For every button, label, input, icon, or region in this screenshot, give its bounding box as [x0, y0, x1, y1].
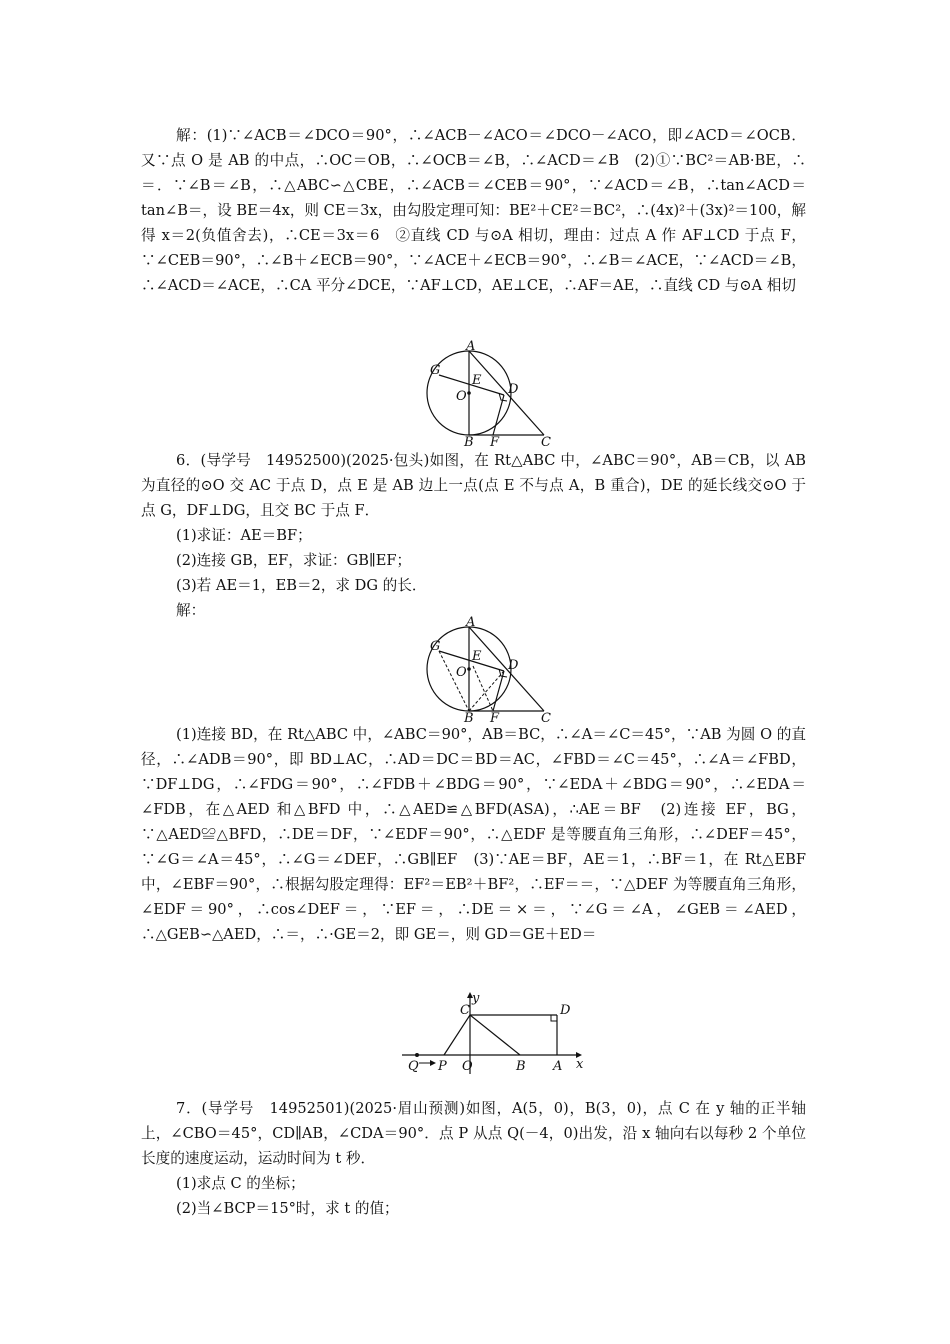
solution-6-text: (1)连接 BD，在 Rt△ABC 中，∠ABC＝90°，AB＝BC，∴∠A＝∠C＝45°，∵AB 为圆 O 的直径，∴∠ADB＝90°，即 BD⊥AC，∴AD＝DC＝BD＝AC，∠FBD＝∠C＝45°，∴∠A＝∠FBD，∵DF⊥DG，∴∠FDG＝90°，∴∠FDB＋∠BDG＝90°，∵∠EDA＋∠BDG＝90°，∴∠EDA＝∠FDB，在△AED 和△BFD 中，∴△AED≌△BFD(ASA)，∴AE＝BF (2)连接 EF，BG，∵△AED≌△BFD，∴DE＝DF，∵∠EDF＝90°，∴△EDF 是等腰直角三角形，∴∠DEF＝45°，∵∠G＝∠A＝45°，∴∠G＝∠DEF，∴GB∥EF (3)∵AE＝BF，AE＝1，∴BF＝1，在 Rt△EBF 中，∠EBF＝90°，∴根据勾股定理得：EF²＝EB²＋BF²，∴EF＝＝，∵△DEF 为等腰直角三角形，∠EDF＝90°，∴cos∠DEF＝，∵EF＝，∴DE＝×＝，∵∠G＝∠A，∠GEB＝∠AED，∴△GEB∽△AED，∴＝，∴·GE＝2，即 GE＝，则 GD＝GE＋ED＝: [141, 726, 806, 943]
label-F: F: [490, 435, 500, 446]
label-G: G: [430, 639, 441, 654]
label-C: C: [460, 1003, 470, 1018]
problem-7-stem: 7．(导学号 14952501)(2025·眉山预测)如图，A(5，0)，B(3，0)，点 C 在 y 轴的正半轴上，∠CBO＝45°，CD∥AB，∠CDA＝90°．点 P 从点 Q(－4，0)出发，沿 x 轴向右以每秒 2 个单位长度的速度运动，运动时间为 t 秒．: [141, 1100, 806, 1167]
label-B: B: [464, 435, 474, 446]
label-A: A: [466, 616, 476, 630]
label-O: O: [462, 1059, 473, 1074]
label-C: C: [541, 711, 551, 722]
label-O: O: [456, 389, 467, 404]
problem-6-q2: (2)连接 GB，EF，求证：GB∥EF；: [176, 552, 412, 569]
label-B: B: [464, 711, 474, 722]
label-P: P: [438, 1059, 447, 1074]
problem-6-stem: 6．(导学号 14952500)(2025·包头)如图，在 Rt△ABC 中，∠ABC＝90°，AB＝CB，以 AB 为直径的⊙O 交 AC 于点 D，点 E 是 AB 边上一点(点 E 不与点 A，B 重合)，DE 的延长线交⊙O 于点 G，DF⊥DG，且交 BC 于点 F．: [141, 452, 806, 519]
label-G: G: [430, 363, 441, 378]
problem-7-q2: (2)当∠BCP＝15°时，求 t 的值；: [176, 1200, 399, 1217]
label-D: D: [560, 1003, 571, 1018]
label-C: C: [541, 435, 551, 446]
label-B: B: [516, 1059, 526, 1074]
label-y: y: [472, 991, 480, 1006]
label-E: E: [472, 373, 482, 388]
solution-5-text: 解：(1)∵∠ACB＝∠DCO＝90°，∴∠ACB－∠ACO＝∠DCO－∠ACO，即∠ACD＝∠OCB．又∵点 O 是 AB 的中点，∴OC＝OB，∴∠OCB＝∠B，∴∠ACD＝∠B (2)①∵BC²＝AB·BE，∴＝．∵∠B＝∠B，∴△ABC∽△CBE，∴∠ACB＝∠CEB＝90°，∵∠ACD＝∠B，∴tan∠ACD＝tan∠B＝，设 BE＝4x，则 CE＝3x，由勾股定理可知：BE²＋CE²＝BC²，∴(4x)²＋(3x)²＝100，解得 x＝2(负值舍去)，∴CE＝3x＝6 ②直线 CD 与⊙A 相切，理由：过点 A 作 AF⊥CD 于点 F，∵∠CEB＝90°，∴∠B＋∠ECB＝90°，∵∠ACE＋∠ECB＝90°，∴∠B＝∠ACE，∵∠ACD＝∠B，∴∠ACD＝∠ACE，∴CA 平分∠DCE，∵AF⊥CD，AE⊥CE，∴AF＝AE，∴直线 CD 与⊙A 相切: [141, 127, 806, 294]
label-O: O: [456, 665, 467, 680]
figure-circle-2: [426, 616, 556, 722]
label-A: A: [553, 1059, 563, 1074]
figure-coordinate: [400, 990, 590, 1078]
label-x: x: [576, 1057, 584, 1072]
problem-6-answer-label: 解：: [176, 602, 206, 619]
label-D: D: [508, 382, 519, 397]
label-F: F: [490, 711, 500, 722]
problem-6-q3: (3)若 AE＝1，EB＝2，求 DG 的长．: [176, 577, 427, 594]
label-Q: Q: [408, 1059, 419, 1074]
problem-7-q1: (1)求点 C 的坐标；: [176, 1175, 305, 1192]
label-A: A: [466, 340, 476, 354]
label-D: D: [508, 658, 519, 673]
figure-circle-1: [426, 340, 556, 446]
problem-6-q1: (1)求证：AE＝BF；: [176, 527, 312, 544]
label-E: E: [472, 649, 482, 664]
